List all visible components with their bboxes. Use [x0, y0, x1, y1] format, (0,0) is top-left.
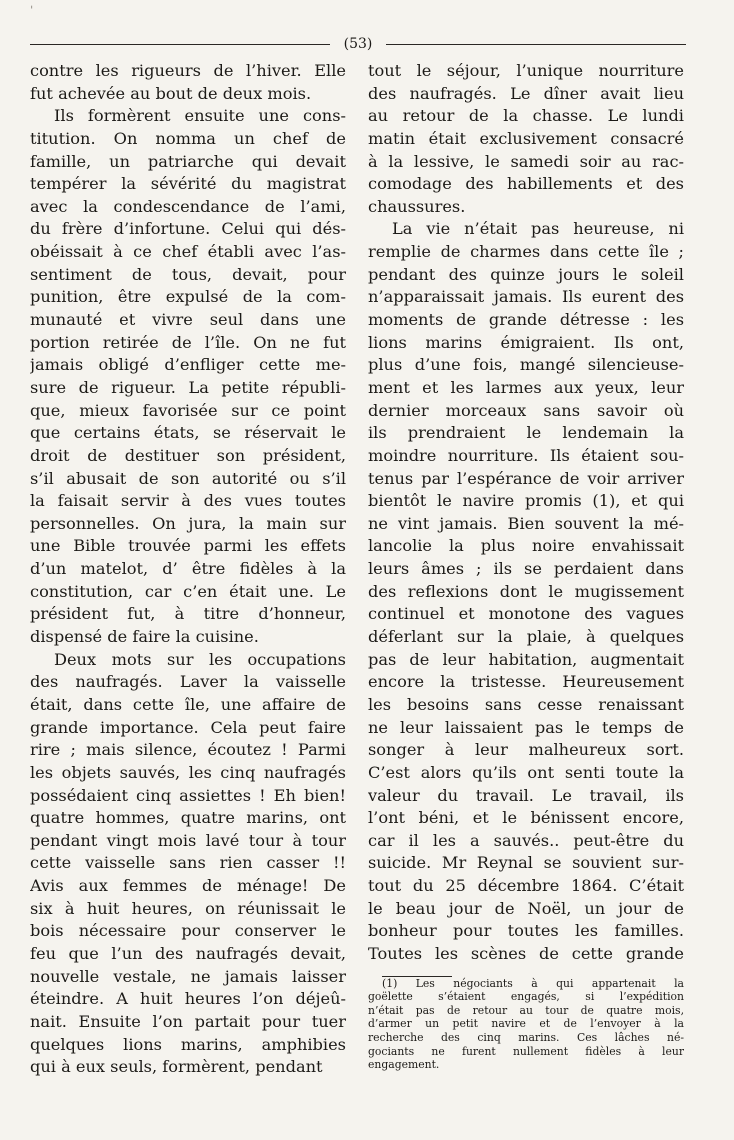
text-line: suicide. Mr Reynal se souvient sur- [368, 853, 684, 873]
text-line: chaussures. [368, 196, 466, 216]
text-line: sure de rigueur. La petite républi- [30, 377, 346, 397]
text-line: personnelles. On jura, la main sur [30, 513, 346, 533]
text-line: jamais obligé d’enfliger cette me- [30, 355, 346, 375]
left-column [30, 60, 346, 1079]
text-line: fut achevée au bout de deux mois. [30, 83, 312, 103]
text-line: l’ont béni, et le bénissent encore, [368, 808, 684, 828]
text-line: d’un matelot, d’ être fidèles à la [30, 559, 346, 579]
text-line: punition, être expulsé de la com- [30, 287, 346, 307]
text-line: Ils formèrent ensuite une cons- [54, 106, 346, 126]
text-line: Avis aux femmes de ménage! De [30, 876, 346, 896]
text-line: constitution, car c’en était une. Le [30, 581, 346, 601]
footnote-line: n’était pas de retour au tour de quatre mois, [368, 1003, 684, 1017]
text-line: le beau jour de Noël, un jour de [368, 898, 684, 918]
text-line: ment et les larmes aux yeux, leur [368, 377, 684, 397]
text-line: droit de destituer son président, [30, 445, 346, 465]
text-line: sentiment de tous, devait, pour [30, 264, 346, 284]
text-line: moindre nourriture. Ils étaient sou- [368, 445, 684, 465]
text-line: moments de grande détresse : les [368, 310, 684, 330]
text-line: que certains états, se réservait le [30, 423, 346, 443]
text-line: quatre hommes, quatre marins, ont [30, 808, 346, 828]
text-line: grande importance. Cela peut faire [30, 717, 346, 737]
text-line: ne leur laissaient pas le temps de [368, 717, 684, 737]
text-line: pendant des quinze jours le soleil [368, 264, 684, 284]
text-line: des naufragés. Le dîner avait lieu [368, 83, 684, 103]
text-line: quelques lions marins, amphibies [30, 1034, 346, 1054]
text-line: La vie n’était pas heureuse, ni [392, 219, 684, 239]
text-line: avec la condescendance de l’ami, [30, 196, 346, 216]
text-line: était, dans cette île, une affaire de [30, 694, 346, 714]
text-line: pas de leur habitation, augmentait [368, 649, 684, 669]
text-line: contre les rigueurs de l’hiver. Elle [30, 61, 346, 80]
text-line: plus d’une fois, mangé silencieuse- [368, 355, 684, 375]
text-line: bois nécessaire pour conserver le [30, 921, 346, 941]
footnote-line: d’armer un petit navire et de l’envoyer à la [368, 1017, 684, 1031]
text-line: C’est alors qu’ils ont senti toute la [368, 762, 684, 782]
text-line: nait. Ensuite l’on partait pour tuer [30, 1011, 346, 1031]
text-line: remplie de charmes dans cette île ; [368, 242, 684, 262]
text-line: car il les a sauvés.. peut-être du [368, 830, 684, 850]
footnote-line: engagement. [368, 1058, 440, 1072]
text-line: à la lessive, le samedi soir au rac- [368, 151, 684, 171]
text-line: les besoins sans cesse renaissant [368, 694, 684, 714]
header-rule-left [30, 44, 330, 45]
page-number: (53) [343, 36, 373, 52]
text-line: famille, un patriarche qui devait [30, 151, 346, 171]
footnote [368, 977, 684, 1072]
text-line: au retour de la chasse. Le lundi [368, 106, 684, 126]
footnote-line: recherche des cinq marins. Ces lâches né- [368, 1031, 684, 1044]
text-line: éteindre. A huit heures l’on déjeû- [30, 989, 346, 1009]
text-line: six à huit heures, on réunissait le [30, 898, 346, 918]
text-line: feu que l’un des naufragés devait, [30, 943, 346, 963]
right-column [368, 60, 684, 1072]
text-line: qui à eux seuls, formèrent, pendant [30, 1057, 323, 1077]
text-line: encore la tristesse. Heureusement [368, 672, 684, 692]
text-line: Deux mots sur les occupations [54, 649, 346, 669]
page-corner-mark: ˈ [30, 4, 34, 18]
text-line: que, mieux favorisée sur ce point [30, 400, 346, 420]
text-line: obéissait à ce chef établi avec l’as- [30, 242, 346, 262]
text-line: continuel et monotone des vagues [368, 604, 684, 624]
text-line: munauté et vivre seul dans une [30, 310, 346, 330]
text-line: du frère d’infortune. Celui qui dés- [30, 219, 346, 239]
text-line: valeur du travail. Le travail, ils [368, 785, 684, 805]
text-line: songer à leur malheureux sort. [368, 740, 684, 760]
text-line: matin était exclusivement consacré [368, 128, 684, 148]
text-line: tout du 25 décembre 1864. C’était [368, 876, 684, 896]
text-line: possédaient cinq assiettes ! Eh bien! [30, 785, 346, 805]
text-line: leurs âmes ; ils se perdaient dans [368, 559, 684, 579]
text-line: portion retirée de l’île. On ne fut [30, 332, 346, 352]
text-line: des reflexions dont le mugissement [368, 581, 684, 601]
footnote-line: goëlette s’étaient engagés, si l’expédition [368, 990, 684, 1004]
text-line: Toutes les scènes de cette grande [368, 943, 684, 963]
text-line: tout le séjour, l’unique nourriture [368, 61, 684, 80]
text-line: président fut, à titre d’honneur, [30, 604, 346, 624]
text-line: pendant vingt mois lavé tour à tour [30, 830, 346, 850]
text-line: dernier morceaux sans savoir où [368, 400, 684, 420]
text-line: des naufragés. Laver la vaisselle [30, 672, 346, 692]
text-line: comodage des habillements et des [368, 174, 684, 194]
text-line: nouvelle vestale, ne jamais laisser [30, 966, 346, 986]
footnote-line: (1) Les négociants à qui appartenait la [382, 976, 684, 990]
text-line: n’apparaissait jamais. Ils eurent des [368, 287, 684, 307]
text-line: rire ; mais silence, écoutez ! Parmi [30, 740, 346, 760]
right-column-text [368, 60, 684, 966]
footnote-line: gociants ne furent nullement fidèles à leur [368, 1044, 684, 1058]
text-line: une Bible trouvée parmi les effets [30, 536, 346, 556]
text-line: déferlant sur la plaie, à quelques [368, 627, 684, 647]
text-line: lancolie la plus noire envahissait [368, 536, 684, 556]
text-line: ils prendraient le lendemain la [368, 423, 684, 443]
text-line: tempérer la sévérité du magistrat [30, 174, 346, 194]
text-line: cette vaisselle sans rien casser !! [30, 853, 346, 873]
header-rule-right [386, 44, 686, 45]
text-line: tenus par l’espérance de voir arriver [368, 468, 684, 488]
text-line: ne vint jamais. Bien souvent la mé- [368, 513, 684, 533]
text-line: les objets sauvés, les cinq naufragés [30, 762, 346, 782]
text-line: titution. On nomma un chef de [30, 128, 346, 148]
text-line: la faisait servir à des vues toutes [30, 491, 346, 511]
text-line: s’il abusait de son autorité ou s’il [30, 468, 346, 488]
text-line: lions marins émigraient. Ils ont, [368, 332, 684, 352]
page-header [30, 34, 686, 54]
text-line: dispensé de faire la cuisine. [30, 627, 259, 647]
text-line: bonheur pour toutes les familles. [368, 921, 684, 941]
text-line: bientôt le navire promis (1), et qui [368, 491, 684, 511]
